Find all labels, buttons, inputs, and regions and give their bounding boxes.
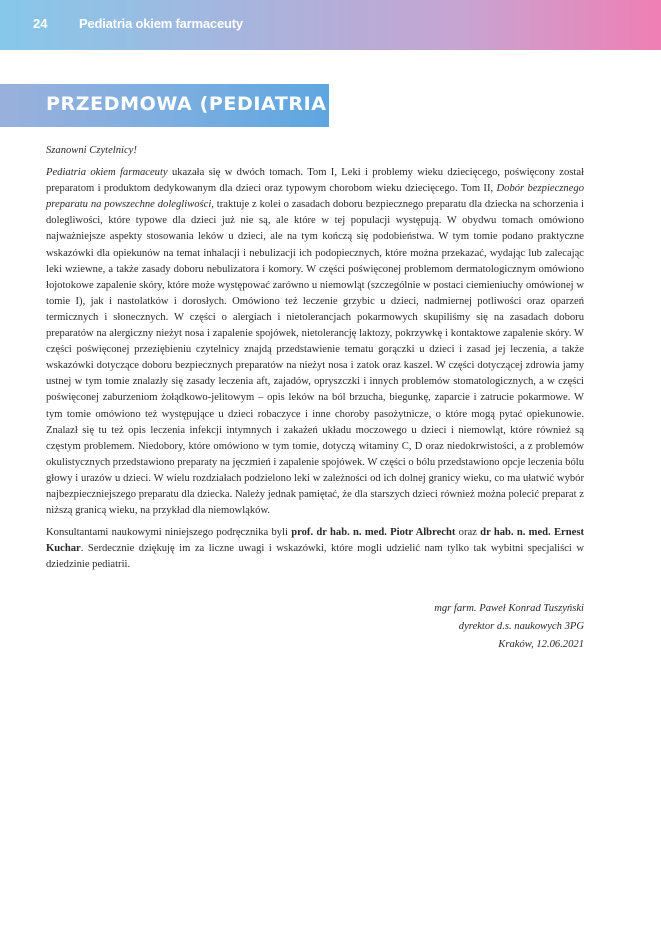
signature-place-date: Kraków, 12.06.2021 [498, 638, 584, 650]
volume-title: Dobór bezpiecznego preparatu na powszechne dolegliwości, [46, 183, 585, 211]
paragraph-1-text-a: ukazała się w dwóch tomach. Tom I, Leki i problemy wieku dziecięcego, poświęcony został preparatom i produktom dedykowanym dla dzieci oraz typowym chorobom wieku dziecięcego. Tom II, [46, 167, 585, 195]
paragraph-1-text-b: traktuje z kolei o zasadach doboru bezpiecznego preparatu dla dziecka na schorzenia i dolegliwości, które typowe dla dzieci już nie są, ale które w tej populacji występują. W obydwu tomach omówiono najważniejsze aspekty stosowania leków u dzieci, ale na tym kończą się podobieństwa. W tym tomie podano praktyczne wskazówki dla opiekunów na temat inhalacji i nebulizacji ich podopiecznych, które można przekazać, wydając lub zalecając leki wziewne, a także zasady doboru nebulizatora i komory. W części poświęconej problemom dermatologicznym omówiono łojotokowe zapalenie skóry, które może występować zarówno u niemowląt (szczególnie w postaci ciemieniuchy omówionej w tomie I), jak i nastolatków i dorosłych. Omówiono też leczenie grzybic u dzieci, nadmiernej potliwości oraz oparzeń termicznych i słonecznych. W części o alergiach i nietolerancjach pokarmowych skupiliśmy się na zasadach doboru preparatów na alergiczny nieżyt nosa i zapalenie spojówek, nietolerancję laktozy, pokrzywkę i kontaktowe zapalenie skóry. W części poświęconej przeziębieniu czytelnicy znajdą przedstawienie tematu gorączki u dzieci i zasad jej leczenia, a także wskazówki dotyczące doboru bezpiecznych preparatów na nieżyt nosa i zatok oraz kaszel. W części dotyczącej zdrowia jamy ustnej w tym tomie znalazły się zasady leczenia aft, zajadów, opryszczki i innych problemów stomatologicznych, a w części poświęconej zaburzeniom żołądkowo-jelitowym – opis leków na ból brzucha, biegunkę, zaparcie i zatrucie pokarmowe. W tym tomie omówiono też występujące u dzieci robaczyce i inne choroby pasożytnicze, o które mogą pytać opiekunowie. Znalazł się tu też opis leczenia infekcji intymnych i zakażeń układu moczowego u dzieci i niemowląt, które również są częstym problemem. Niedobory, które omówiono w tym tomie, dotyczą witaminy C, D oraz niedokrwistości, a z problemów okulistycznych przedstawiono preparaty na jęczmień i zapalenie spojówek. W części o bólu przedstawiono opcje leczenia bólu głowy i urazów u dzieci. W wielu rozdziałach podzielono leki w zależności od ich dolnej granicy wieku, co ma ułatwić wybór najbezpieczniejszego preparatu dla dziecka. Należy jednak pamiętać, że dla starszych dzieci również można polecić preparat z niższą granicą wieku, na przykład dla niemowląków. [46, 199, 584, 517]
signature-role: dyrektor d.s. naukowych 3PG [458, 620, 584, 632]
greeting: Szanowni Czytelnicy! [46, 145, 137, 156]
preface-text [46, 143, 584, 573]
paragraph-1 [46, 165, 584, 519]
running-title: Pediatria okiem farmaceuty [79, 16, 243, 31]
signature-name: mgr farm. Paweł Konrad Tuszyński [434, 603, 584, 614]
header-band [0, 0, 661, 50]
paragraph-2-text-b: oraz [455, 527, 481, 539]
signature-block [434, 600, 584, 653]
paragraph-2 [46, 525, 584, 573]
consultant-1: prof. dr hab. n. med. Piotr Albrecht [291, 527, 456, 539]
paragraph-2-text-c: . Serdecznie dziękuję im za liczne uwagi i wskazówki, które mogli udzielić nam tylko tak wybitni specjaliści w dziedzinie pediatrii. [46, 543, 584, 571]
paragraph-2-text-a: Konsultantami naukowymi niniejszego podręcznika byli [46, 527, 292, 539]
book-title: Pediatria okiem farmaceuty [46, 167, 168, 179]
page-number: 24 [33, 16, 48, 31]
section-title: PRZEDMOWA (PEDIATRIA II) [46, 93, 359, 115]
consultant-2: dr hab. n. med. Ernest Kuchar [46, 527, 584, 555]
section-title-band [0, 84, 359, 127]
